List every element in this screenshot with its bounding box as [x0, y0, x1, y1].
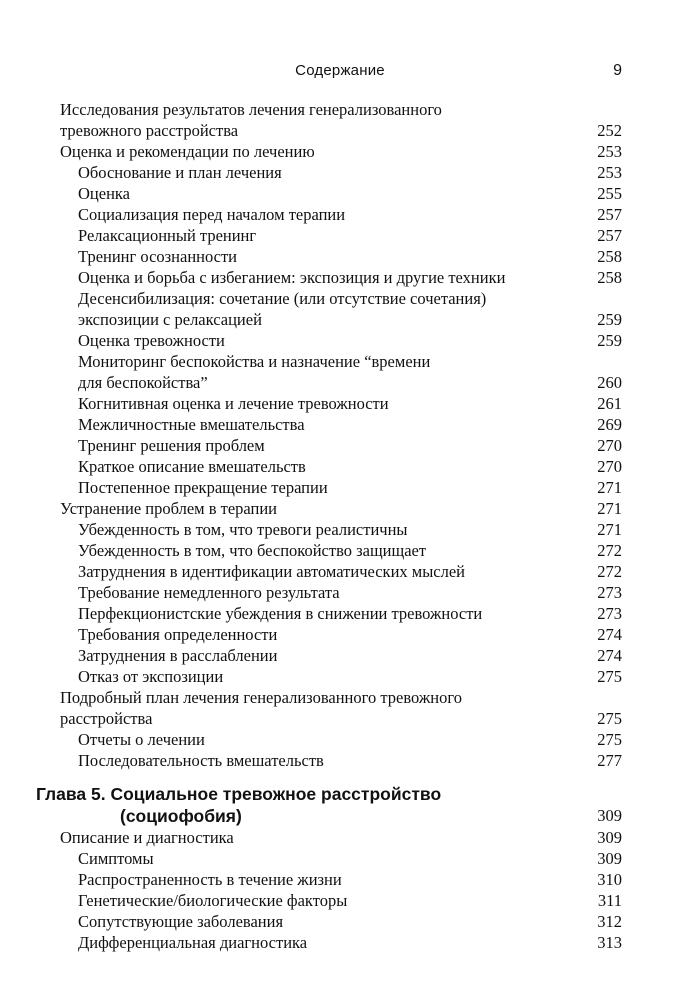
toc-page-number: 252: [597, 121, 622, 140]
toc-entry-title: [0, 890, 610, 911]
running-header: [0, 60, 680, 84]
toc-page-number: 273: [597, 604, 622, 623]
toc-entry-title: [0, 414, 610, 435]
toc-entry-title: [0, 498, 610, 519]
page-number: 9: [613, 62, 622, 79]
toc-page-number: 309: [597, 806, 622, 825]
toc-entry: [0, 666, 680, 687]
toc-entry: [0, 393, 680, 414]
toc-entry: [0, 869, 680, 890]
toc-entry-title: [0, 783, 610, 827]
toc-entry: [0, 99, 680, 141]
toc-entry-line: Социализация перед началом терапии: [78, 205, 346, 224]
table-of-contents: [0, 99, 680, 953]
toc-page-number: 270: [597, 436, 622, 455]
toc-entry-title: [0, 456, 610, 477]
toc-entry: [0, 330, 680, 351]
toc-entry: [0, 456, 680, 477]
toc-entry-title: [0, 827, 610, 848]
toc-entry-line: Десенсибилизация: сочетание (или отсутствие сочетания): [78, 289, 487, 308]
toc-entry-line: Оценка: [78, 184, 130, 203]
toc-entry-title: [0, 666, 610, 687]
toc-entry-title: [0, 687, 610, 729]
toc-entry-line: Оценка тревожности: [78, 331, 225, 350]
toc-entry-line: Сопутствующие заболевания: [78, 912, 284, 931]
toc-entry: [0, 246, 680, 267]
toc-entry-title: [0, 911, 610, 932]
toc-entry-line: Оценка и рекомендации по лечению: [60, 142, 315, 161]
toc-entry-line: Требования определенности: [78, 625, 278, 644]
running-header-title: Содержание: [295, 62, 385, 79]
toc-entry-line: экспозиции с релаксацией: [78, 310, 262, 329]
toc-page-number: 271: [597, 520, 622, 539]
toc-entry-title: [0, 330, 610, 351]
toc-entry: [0, 288, 680, 330]
toc-page-number: 274: [597, 625, 622, 644]
toc-entry: [0, 204, 680, 225]
toc-entry-line: Подробный план лечения генерализованного тревожного: [60, 688, 462, 707]
toc-entry-line: расстройства: [60, 709, 153, 728]
toc-entry-title: [0, 288, 610, 330]
toc-entry-title: [0, 645, 610, 666]
toc-entry-title: [0, 183, 610, 204]
toc-entry: [0, 932, 680, 953]
toc-page-number: 275: [597, 667, 622, 686]
toc-entry: [0, 414, 680, 435]
toc-entry-line: Релаксационный тренинг: [78, 226, 257, 245]
toc-entry: [0, 267, 680, 288]
toc-entry: [0, 582, 680, 603]
toc-page-number: 275: [597, 709, 622, 728]
toc-entry-line: Исследования результатов лечения генерализованного: [60, 100, 442, 119]
toc-entry-title: [0, 393, 610, 414]
toc-entry-title: [0, 435, 610, 456]
toc-entry-title: [0, 729, 610, 750]
toc-entry-line: Отказ от экспозиции: [78, 667, 224, 686]
toc-page-number: 259: [597, 331, 622, 350]
toc-entry: [0, 351, 680, 393]
toc-entry-title: [0, 519, 610, 540]
toc-page-number: 271: [597, 499, 622, 518]
toc-entry-line: Генетические/биологические факторы: [78, 891, 348, 910]
toc-page-number: 255: [597, 184, 622, 203]
toc-page-number: 253: [597, 142, 622, 161]
toc-entry-title: [0, 750, 610, 771]
toc-entry: [0, 890, 680, 911]
toc-page-number: 269: [597, 415, 622, 434]
toc-entry-line: Затруднения в идентификации автоматических мыслей: [78, 562, 466, 581]
toc-entry-line: (социофобия): [120, 806, 242, 826]
toc-entry-line: Затруднения в расслаблении: [78, 646, 278, 665]
toc-entry: [0, 225, 680, 246]
toc-entry-line: для беспокойства”: [78, 373, 208, 392]
toc-entry-title: [0, 162, 610, 183]
toc-page-number: 253: [597, 163, 622, 182]
toc-entry-title: [0, 141, 610, 162]
toc-entry-title: [0, 477, 610, 498]
toc-page-number: 309: [597, 849, 622, 868]
toc-entry-title: [0, 848, 610, 869]
toc-entry: [0, 162, 680, 183]
toc-page-number: 277: [597, 751, 622, 770]
toc-page-number: 275: [597, 730, 622, 749]
toc-entry: [0, 729, 680, 750]
toc-entry: [0, 645, 680, 666]
toc-page-number: 309: [597, 828, 622, 847]
toc-entry: [0, 848, 680, 869]
toc-page-number: 312: [597, 912, 622, 931]
toc-entry-line: Распространенность в течение жизни: [78, 870, 342, 889]
toc-page-number: 313: [597, 933, 622, 952]
toc-page-number: 272: [597, 562, 622, 581]
toc-page-number: 310: [597, 870, 622, 889]
toc-entry-title: [0, 246, 610, 267]
toc-page-number: 311: [597, 891, 622, 910]
toc-page-number: 259: [597, 310, 622, 329]
toc-page-number: 274: [597, 646, 622, 665]
toc-page-number: 270: [597, 457, 622, 476]
toc-entry-line: Постепенное прекращение терапии: [78, 478, 328, 497]
toc-page-number: 260: [597, 373, 622, 392]
toc-page-number: 261: [597, 394, 622, 413]
toc-entry-line: Требование немедленного результата: [78, 583, 340, 602]
toc-entry-line: Оценка и борьба с избеганием: экспозиция и другие техники: [78, 268, 506, 287]
toc-entry-line: Обоснование и план лечения: [78, 163, 282, 182]
toc-entry-line: Межличностные вмешательства: [78, 415, 305, 434]
toc-page-number: 257: [597, 226, 622, 245]
toc-entry-title: [0, 99, 610, 141]
toc-entry: [0, 561, 680, 582]
toc-entry-title: [0, 932, 610, 953]
toc-entry: [0, 519, 680, 540]
toc-page-number: 257: [597, 205, 622, 224]
toc-entry-line: Краткое описание вмешательств: [78, 457, 306, 476]
toc-entry-title: [0, 267, 610, 288]
toc-entry-line: Дифференциальная диагностика: [78, 933, 308, 952]
toc-entry: [0, 603, 680, 624]
toc-entry: [0, 687, 680, 729]
toc-entry: [0, 624, 680, 645]
toc-entry-line: Симптомы: [78, 849, 154, 868]
toc-entry-title: [0, 540, 610, 561]
toc-page-number: 258: [597, 268, 622, 287]
toc-entry-line: Мониторинг беспокойства и назначение “времени: [78, 352, 431, 371]
toc-entry-title: [0, 351, 610, 393]
toc-entry-title: [0, 624, 610, 645]
toc-entry-title: [0, 225, 610, 246]
chapter-heading: [0, 783, 680, 827]
toc-entry: [0, 750, 680, 771]
toc-page-number: 271: [597, 478, 622, 497]
toc-entry-title: [0, 204, 610, 225]
toc-entry-line: Убежденность в том, что беспокойство защищает: [78, 541, 427, 560]
toc-entry-line: Описание и диагностика: [60, 828, 234, 847]
toc-entry-line: Тренинг осознанности: [78, 247, 237, 266]
toc-entry-line: Отчеты о лечении: [78, 730, 205, 749]
toc-entry: [0, 435, 680, 456]
toc-page-number: 258: [597, 247, 622, 266]
toc-entry: [0, 498, 680, 519]
toc-page-number: 273: [597, 583, 622, 602]
toc-entry: [0, 827, 680, 848]
toc-entry: [0, 477, 680, 498]
toc-entry-title: [0, 603, 610, 624]
toc-entry-line: Убежденность в том, что тревоги реалистичны: [78, 520, 408, 539]
toc-entry: [0, 141, 680, 162]
toc-entry-line: Последовательность вмешательств: [78, 751, 324, 770]
toc-entry-line: Перфекционистские убеждения в снижении тревожности: [78, 604, 483, 623]
toc-entry-title: [0, 561, 610, 582]
toc-entry-line: Когнитивная оценка и лечение тревожности: [78, 394, 389, 413]
toc-page-number: 272: [597, 541, 622, 560]
toc-entry-title: [0, 582, 610, 603]
toc-entry-line: Глава 5. Социальное тревожное расстройство: [36, 784, 442, 804]
toc-entry-line: тревожного расстройства: [60, 121, 239, 140]
toc-entry: [0, 183, 680, 204]
toc-entry-line: Устранение проблем в терапии: [60, 499, 278, 518]
toc-entry: [0, 911, 680, 932]
toc-entry: [0, 540, 680, 561]
toc-entry-line: Тренинг решения проблем: [78, 436, 265, 455]
toc-entry-title: [0, 869, 610, 890]
